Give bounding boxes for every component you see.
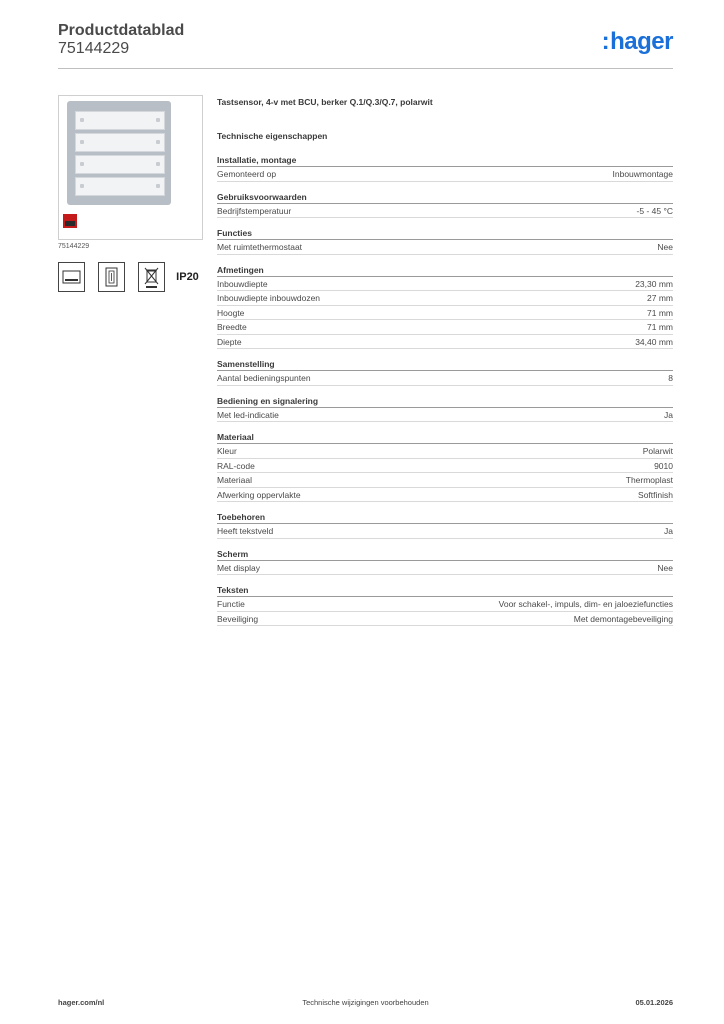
rocker-1 xyxy=(75,111,165,130)
footer-date: 05.01.2026 xyxy=(635,998,673,1007)
table-row xyxy=(217,488,673,503)
row-value: Voor schakel-, impuls, dim- en jaloeziefuncties xyxy=(498,599,673,609)
section-afmetingen xyxy=(217,264,673,350)
section-title: Installatie, montage xyxy=(217,154,673,167)
section-bediening xyxy=(217,395,673,423)
row-value: Nee xyxy=(657,242,673,252)
footer-website-link[interactable]: hager.com/nl xyxy=(58,998,105,1007)
row-label: Beveiliging xyxy=(217,613,259,624)
hager-logo[interactable]: :hager xyxy=(601,28,673,55)
section-title: Functies xyxy=(217,227,673,240)
row-value: 71 mm xyxy=(647,322,673,332)
technical-properties-heading: Technische eigenschappen xyxy=(217,131,328,141)
image-caption: 75144229 xyxy=(58,243,90,250)
row-label: Heeft tekstveld xyxy=(217,526,274,536)
row-value: Polarwit xyxy=(642,446,673,456)
section-title: Scherm xyxy=(217,548,673,561)
row-label: Met display xyxy=(217,562,260,573)
row-value: 9010 xyxy=(654,460,673,471)
product-title: Tastsensor, 4-v met BCU, berker Q.1/Q.3/Q.7, polarwit xyxy=(217,97,433,107)
table-row xyxy=(217,473,673,488)
row-label: Inbouwdiepte inbouwdozen xyxy=(217,293,321,303)
row-value: -5 - 45 °C xyxy=(636,205,673,216)
table-row xyxy=(217,291,673,306)
section-title: Afmetingen xyxy=(217,264,673,277)
row-label: Inbouwdiepte xyxy=(217,278,268,289)
table-row xyxy=(217,320,673,335)
row-label: RAL-code xyxy=(217,460,255,471)
section-title: Materiaal xyxy=(217,431,673,444)
section-installatie xyxy=(217,154,673,182)
section-functies xyxy=(217,227,673,255)
weee-bin-icon xyxy=(138,262,165,292)
document-number: 75144229 xyxy=(58,40,130,57)
section-samenstelling xyxy=(217,358,673,386)
section-toebehoren xyxy=(217,511,673,539)
table-row xyxy=(217,597,673,612)
table-row xyxy=(217,277,673,292)
section-title: Teksten xyxy=(217,584,673,597)
rocker-2 xyxy=(75,133,165,152)
row-value: Ja xyxy=(664,409,673,420)
rocker-3 xyxy=(75,155,165,174)
table-row xyxy=(217,240,673,255)
flush-mount-icon xyxy=(58,262,85,292)
section-gebruiksvoorwaarden xyxy=(217,191,673,219)
footer-disclaimer: Technische wijzigingen voorbehouden xyxy=(302,998,429,1007)
row-label: Functie xyxy=(217,599,245,609)
product-image xyxy=(58,95,203,240)
row-value: Met demontagebeveiliging xyxy=(573,613,673,624)
row-label: Met led-indicatie xyxy=(217,409,279,420)
section-title: Bediening en signalering xyxy=(217,395,673,408)
table-row xyxy=(217,167,673,182)
row-label: Hoogte xyxy=(217,307,245,318)
table-row xyxy=(217,444,673,459)
ip20-badge: IP20 xyxy=(176,271,199,283)
section-title: Gebruiksvoorwaarden xyxy=(217,191,673,204)
row-value: 34,40 mm xyxy=(635,336,673,347)
row-value: Thermoplast xyxy=(625,475,673,485)
document-title: Productdatablad xyxy=(58,22,185,39)
rocker-4 xyxy=(75,177,165,196)
section-teksten xyxy=(217,584,673,626)
row-value: 23,30 mm xyxy=(635,278,673,289)
table-row xyxy=(217,204,673,219)
row-label: Afwerking oppervlakte xyxy=(217,489,301,500)
section-title: Toebehoren xyxy=(217,511,673,524)
row-label: Materiaal xyxy=(217,475,252,485)
table-row xyxy=(217,524,673,539)
section-title: Samenstelling xyxy=(217,358,673,371)
device-icon xyxy=(98,262,125,292)
table-row xyxy=(217,408,673,423)
table-row xyxy=(217,612,673,627)
row-label: Diepte xyxy=(217,336,242,347)
header-divider xyxy=(58,68,673,69)
row-label: Met ruimtethermostaat xyxy=(217,242,303,252)
row-value: 71 mm xyxy=(647,307,673,318)
row-label: Breedte xyxy=(217,322,247,332)
properties-table xyxy=(217,154,673,635)
row-label: Kleur xyxy=(217,446,237,456)
product-plate xyxy=(67,101,171,205)
row-value: Nee xyxy=(657,562,673,573)
logo-text: hager xyxy=(610,28,673,55)
row-value: Ja xyxy=(664,526,673,536)
row-label: Bedrijfstemperatuur xyxy=(217,205,292,216)
table-row xyxy=(217,561,673,576)
table-row xyxy=(217,371,673,386)
bcu-module-icon xyxy=(63,214,77,228)
row-value: 27 mm xyxy=(647,293,673,303)
section-materiaal xyxy=(217,431,673,502)
table-row xyxy=(217,459,673,474)
document-header xyxy=(58,22,673,58)
row-label: Aantal bedieningspunten xyxy=(217,373,311,383)
row-value: Inbouwmontage xyxy=(612,169,673,179)
section-scherm xyxy=(217,548,673,576)
row-label: Gemonteerd op xyxy=(217,169,277,179)
row-value: Softfinish xyxy=(638,489,673,500)
row-value: 8 xyxy=(668,373,673,383)
table-row xyxy=(217,335,673,350)
table-row xyxy=(217,306,673,321)
